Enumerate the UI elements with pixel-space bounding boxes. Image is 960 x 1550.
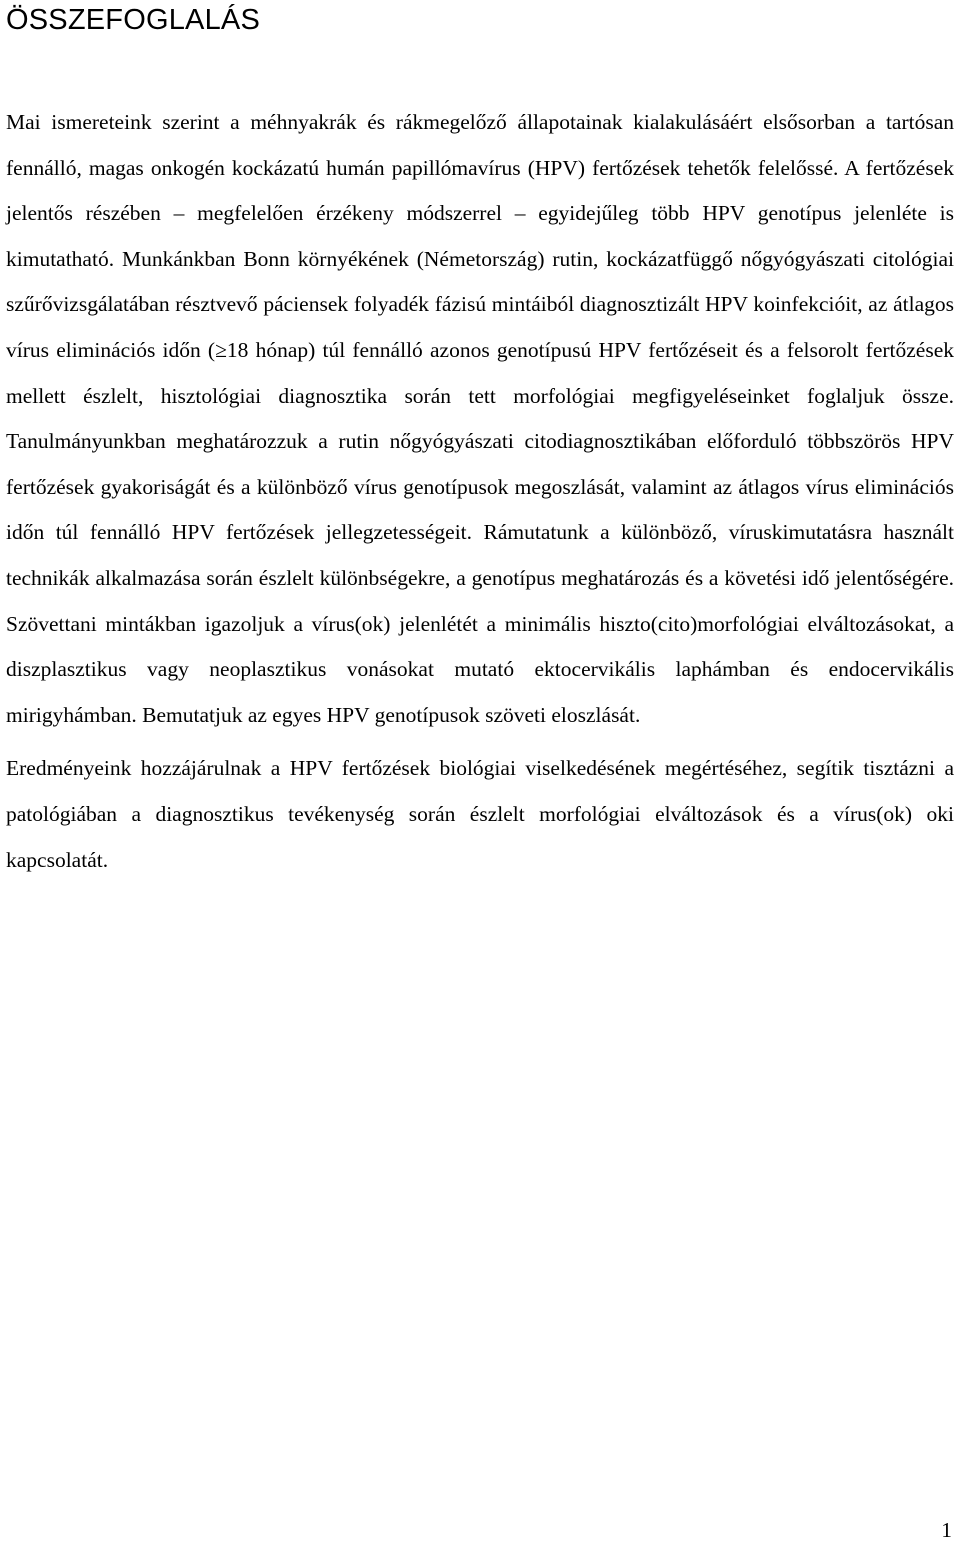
abstract-body — [6, 100, 954, 883]
paragraph-conclusion: Eredményeink hozzájárulnak a HPV fertőzések biológiai viselkedésének megértéséhez, segítik tisztázni a patológiában a diagnosztikus tevékenység során észlelt morfológiai elváltozások és a vírus(ok) oki kapcsolatát. — [6, 756, 954, 872]
page-number: 1 — [941, 1518, 952, 1542]
section-heading: ÖSSZEFOGLALÁS — [6, 4, 261, 36]
paragraph-main: Mai ismereteink szerint a méhnyakrák és rákmegelőző állapotainak kialakulásáért elsősorban a tartósan fennálló, magas onkogén kockázatú humán papillómavírus (HPV) fertőzések tehetők felelőssé. A fertőzések jelentős részében – megfelelően érzékeny módszerrel – egyidejűleg több HPV genotípus jelenléte is kimutatható. Munkánkban Bonn környékének (Németország) rutin, kockázatfüggő nőgyógyászati citológiai szűrővizsgálatában résztvevő páciensek folyadék fázisú mintáiból diagnosztizált HPV koinfekcióit, az átlagos vírus eliminációs időn (≥18 hónap) túl fennálló azonos genotípusú HPV fertőzéseit és a felsorolt fertőzések mellett észlelt, hisztológiai diagnosztika során tett morfológiai megfigyeléseinket foglaljuk össze. Tanulmányunkban meghatározzuk a rutin nőgyógyászati citodiagnosztikában előforduló többszörös HPV fertőzések gyakoriságát és a különböző vírus genotípusok megoszlását, valamint az átlagos vírus eliminációs időn túl fennálló HPV fertőzések jellegzetességeit. Rámutatunk a különböző, víruskimutatásra használt technikák alkalmazása során észlelt különbségekre, a genotípus meghatározás és a követési idő jelentőségére. Szövettani mintákban igazoljuk a vírus(ok) jelenlétét a minimális hiszto(cito)morfológiai elváltozásokat, a diszplasztikus vagy neoplasztikus vonásokat mutató ektocervikális laphámban és endocervikális mirigyhámban. Bemutatjuk az egyes HPV genotípusok szöveti eloszlását. — [6, 110, 954, 727]
